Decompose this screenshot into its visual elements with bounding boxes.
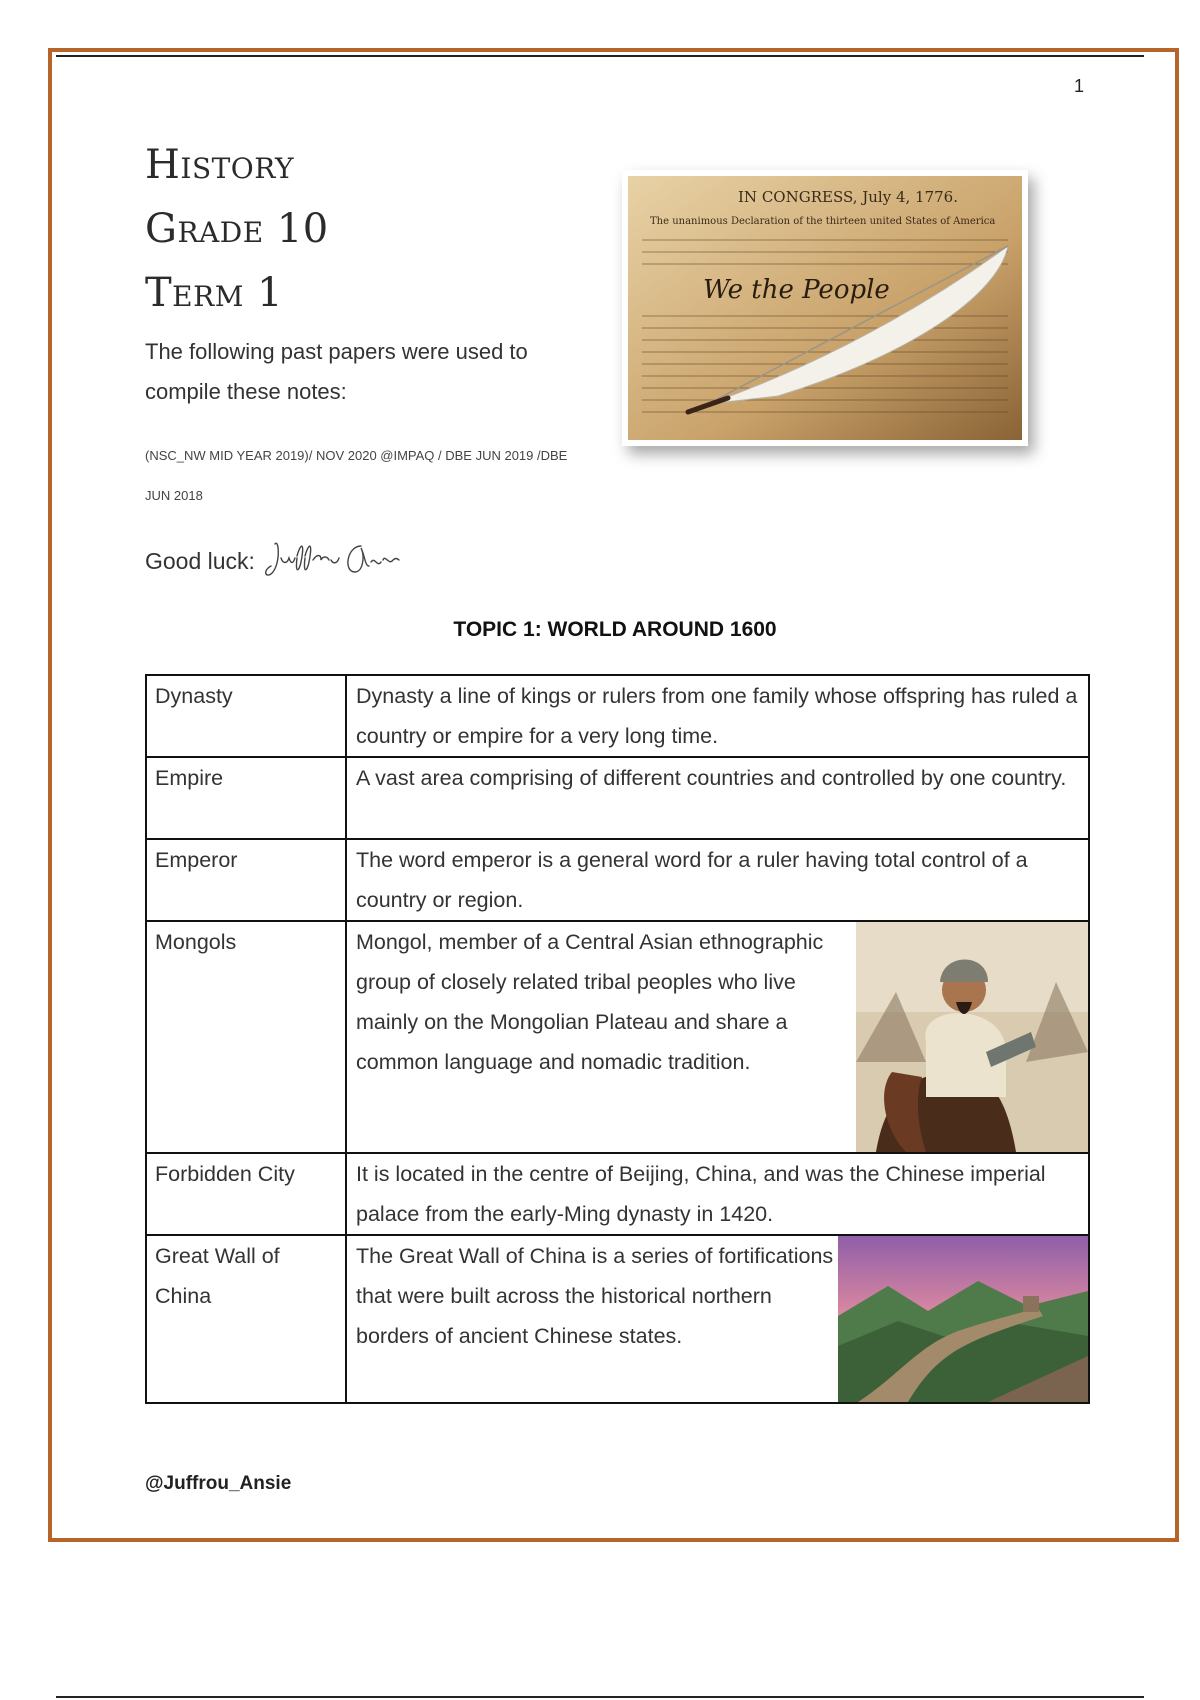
term-cell: Forbidden City bbox=[146, 1153, 346, 1235]
signature-image bbox=[261, 536, 401, 586]
definition-cell bbox=[346, 1235, 1089, 1403]
term-cell: Mongols bbox=[146, 921, 346, 1153]
hero-text-3: We the People bbox=[703, 275, 890, 305]
title-term: Term 1 bbox=[145, 270, 284, 316]
footer-handle: @Juffrou_Ansie bbox=[145, 1473, 292, 1494]
page-number: 1 bbox=[1074, 76, 1085, 96]
declaration-quill-image bbox=[622, 170, 1028, 446]
definition-cell: It is located in the centre of Beijing, China, and was the Chinese imperial palace from the early-Ming dynasty in 1420. bbox=[346, 1153, 1089, 1235]
title-grade: Grade 10 bbox=[145, 206, 329, 252]
hero-text-1: IN CONGRESS, July 4, 1776. bbox=[738, 188, 958, 206]
term-cell: Emperor bbox=[146, 839, 346, 921]
title-subject: History bbox=[145, 142, 294, 188]
table-row bbox=[146, 1153, 1089, 1235]
table-row bbox=[146, 675, 1089, 757]
good-luck-label: Good luck: bbox=[145, 547, 255, 574]
term-cell: Great Wall of China bbox=[146, 1235, 346, 1403]
top-rule bbox=[56, 55, 1144, 57]
great-wall-image bbox=[838, 1236, 1088, 1415]
mongol-rider-image bbox=[856, 922, 1088, 1165]
table-row bbox=[146, 921, 1089, 1153]
hero-text-2: The unanimous Declaration of the thirteen united States of America bbox=[650, 216, 996, 227]
topic-heading: TOPIC 1: WORLD AROUND 1600 bbox=[453, 618, 777, 641]
table-row bbox=[146, 839, 1089, 921]
definition-cell: A vast area comprising of different countries and controlled by one country. bbox=[346, 757, 1089, 839]
bottom-rule bbox=[56, 1696, 1144, 1698]
definition-text: The Great Wall of China is a series of fortifications that were built across the historical northern borders of ancient Chinese states. bbox=[356, 1244, 834, 1348]
intro-text: The following past papers were used to compile these notes: bbox=[145, 339, 528, 404]
term-cell: Dynasty bbox=[146, 675, 346, 757]
definition-cell bbox=[346, 921, 1089, 1153]
table-row bbox=[146, 1235, 1089, 1403]
definition-cell: Dynasty a line of kings or rulers from one family whose offspring has ruled a country or empire for a very long time. bbox=[346, 675, 1089, 757]
good-luck-line bbox=[145, 536, 401, 586]
table-row bbox=[146, 757, 1089, 839]
definition-cell: The word emperor is a general word for a ruler having total control of a country or region. bbox=[346, 839, 1089, 921]
term-cell: Empire bbox=[146, 757, 346, 839]
terms-table bbox=[145, 674, 1090, 1404]
past-papers-list: (NSC_NW MID YEAR 2019)/ NOV 2020 @IMPAQ / DBE JUN 2019 /DBE JUN 2018 bbox=[145, 448, 568, 503]
definition-text: Mongol, member of a Central Asian ethnographic group of closely related tribal peoples who live mainly on the Mongolian Plateau and share a common language and nomadic tradition. bbox=[356, 930, 824, 1074]
